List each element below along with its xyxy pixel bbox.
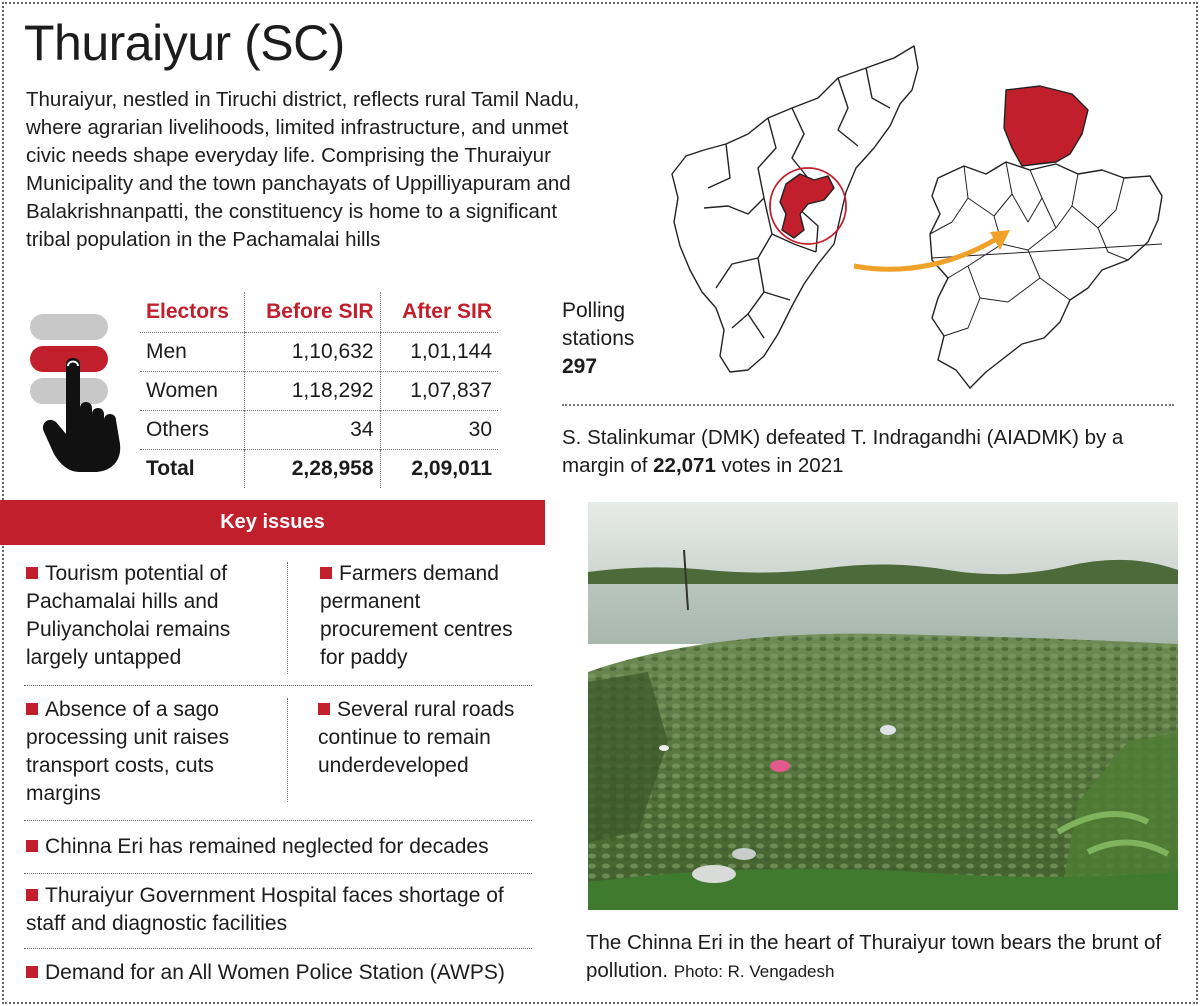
issue-item bbox=[26, 696, 274, 808]
col-header-after-sir: After SIR bbox=[380, 292, 498, 332]
cell-after: 2,09,011 bbox=[380, 449, 498, 488]
row-label: Women bbox=[140, 371, 244, 410]
divider bbox=[24, 820, 532, 821]
issue-text: Chinna Eri has remained neglected for decades bbox=[45, 835, 489, 858]
divider bbox=[287, 562, 288, 674]
issue-text: Farmers demand permanent procurement centres for paddy bbox=[320, 562, 513, 669]
divider bbox=[24, 873, 532, 874]
polling-label: Polling stations bbox=[562, 299, 635, 350]
issue-item bbox=[26, 959, 556, 987]
col-header-electors: Electors bbox=[140, 292, 244, 332]
issue-text: Absence of a sago processing unit raises transport costs, cuts margins bbox=[26, 698, 230, 805]
caption-text: The Chinna Eri in the heart of Thuraiyur town bears the brunt of pollution. bbox=[586, 931, 1162, 982]
cell-before: 34 bbox=[244, 410, 380, 449]
issue-text: Demand for an All Women Police Station (AWPS) bbox=[45, 961, 505, 984]
divider bbox=[24, 685, 532, 686]
polling-value: 297 bbox=[562, 355, 598, 378]
result-text: S. Stalinkumar (DMK) defeated T. Indragandhi (AIADMK) by a margin of bbox=[562, 426, 1124, 477]
cell-before: 2,28,958 bbox=[244, 449, 380, 488]
electors-table bbox=[140, 292, 498, 488]
table-row bbox=[140, 332, 498, 371]
lake-photo bbox=[588, 502, 1178, 910]
divider bbox=[562, 404, 1174, 406]
bullet-square-icon bbox=[318, 703, 330, 715]
table-row-total bbox=[140, 449, 498, 488]
election-result bbox=[562, 424, 1162, 480]
issue-item bbox=[320, 560, 530, 672]
bullet-square-icon bbox=[26, 889, 38, 901]
key-issues-heading: Key issues bbox=[0, 500, 545, 545]
photo-credit: Photo: R. Vengadesh bbox=[673, 962, 835, 981]
result-suffix: votes in 2021 bbox=[715, 454, 844, 477]
tiruchi-district-map bbox=[930, 162, 1162, 388]
intro-text: Thuraiyur, nestled in Tiruchi district, reflects rural Tamil Nadu, where agrarian livelihoods, limited infrastructure, and unmet civic needs shape everyday life. Comprising the Thuraiyur Municipality and the town panchayats of Uppilliyapuram and Balakrishnanpatti, the constituency is home to a significant tribal population in the Pachamalai hills bbox=[26, 88, 580, 251]
issue-text: Thuraiyur Government Hospital faces shortage of staff and diagnostic facilities bbox=[26, 884, 504, 935]
bullet-square-icon bbox=[26, 840, 38, 852]
issue-text: Tourism potential of Pachamalai hills and Puliyancholai remains largely untapped bbox=[26, 562, 231, 669]
cell-after: 1,01,144 bbox=[380, 332, 498, 371]
row-label: Total bbox=[140, 449, 244, 488]
table-row bbox=[140, 410, 498, 449]
cell-after: 1,07,837 bbox=[380, 371, 498, 410]
issue-item bbox=[318, 696, 528, 780]
bullet-square-icon bbox=[320, 567, 332, 579]
cell-before: 1,18,292 bbox=[244, 371, 380, 410]
constituency-maps bbox=[668, 38, 1168, 398]
bullet-square-icon bbox=[26, 567, 38, 579]
table-row bbox=[140, 371, 498, 410]
polling-stations bbox=[562, 297, 652, 381]
bullet-square-icon bbox=[26, 966, 38, 978]
table-header-row bbox=[140, 292, 498, 332]
divider bbox=[287, 698, 288, 802]
col-header-before-sir: Before SIR bbox=[244, 292, 380, 332]
page-title: Thuraiyur (SC) bbox=[24, 15, 345, 71]
divider bbox=[24, 948, 532, 949]
issue-item bbox=[26, 882, 541, 938]
cell-after: 30 bbox=[380, 410, 498, 449]
cell-before: 1,10,632 bbox=[244, 332, 380, 371]
result-margin: 22,071 bbox=[653, 454, 716, 477]
row-label: Men bbox=[146, 339, 187, 363]
row-label: Others bbox=[140, 410, 244, 449]
issue-text: Several rural roads continue to remain underdeveloped bbox=[318, 698, 515, 777]
issue-item bbox=[26, 560, 274, 672]
issue-item bbox=[26, 833, 536, 861]
photo-caption bbox=[586, 929, 1186, 986]
hand-pointer-icon bbox=[28, 312, 128, 474]
bullet-square-icon bbox=[26, 703, 38, 715]
